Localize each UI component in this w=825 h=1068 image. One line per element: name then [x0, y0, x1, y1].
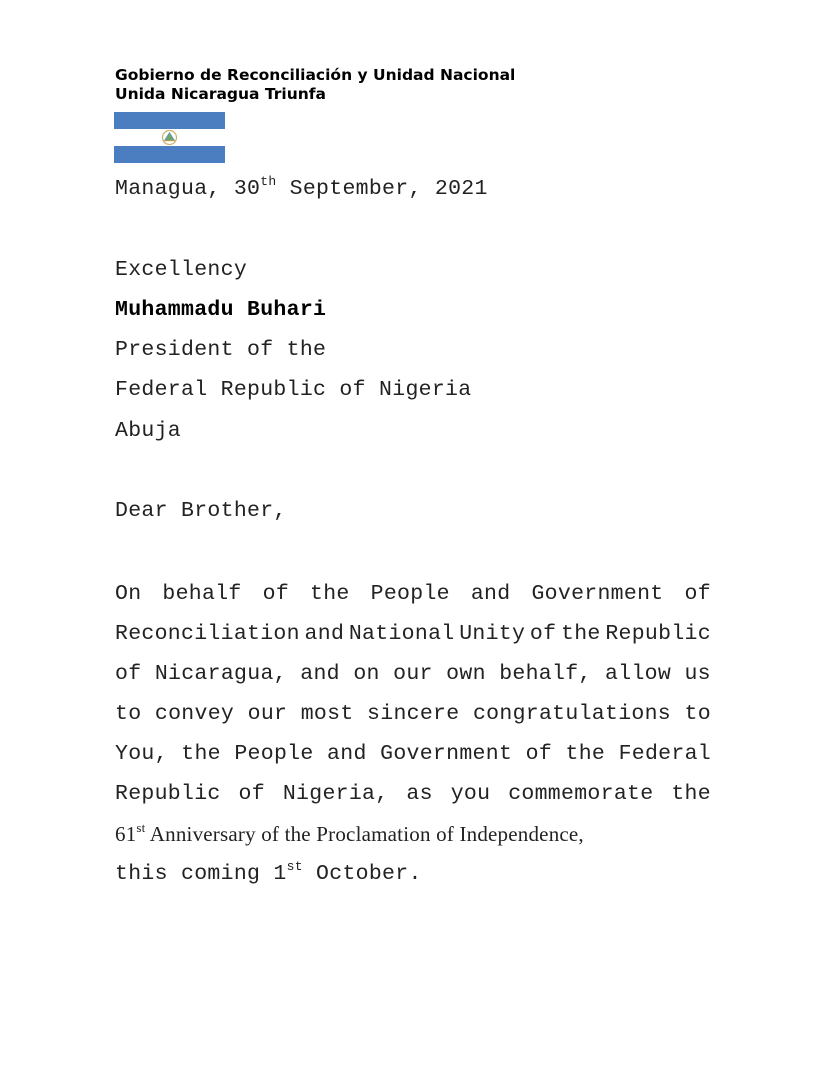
greeting: Dear Brother,: [115, 499, 287, 523]
paragraph-word: us: [684, 662, 711, 686]
paragraph-word: own: [446, 662, 486, 686]
paragraph-word: Nicaragua,: [154, 662, 287, 686]
paragraph-word: and: [470, 582, 511, 606]
recipient-country: Federal Republic of Nigeria: [115, 378, 472, 402]
paragraph-word: our: [393, 662, 433, 686]
paragraph-word: you: [450, 782, 491, 806]
letter-date: Managua, 30th September, 2021: [115, 174, 488, 201]
paragraph-word: of: [262, 582, 290, 606]
paragraph-word: People: [370, 582, 450, 606]
paragraph-word: the: [565, 742, 606, 766]
paragraph-word: Government: [380, 742, 513, 766]
letterhead: [115, 66, 515, 104]
paragraph-word: as: [406, 782, 433, 806]
paragraph-line: [115, 654, 711, 694]
paragraph-word: Nigeria,: [282, 782, 389, 806]
paragraph-word: and: [304, 622, 345, 646]
letter-body-paragraph: [115, 574, 711, 894]
paragraph-word: Unity: [459, 622, 526, 646]
paragraph-word: of: [238, 782, 265, 806]
paragraph-line: [115, 614, 711, 654]
paragraph-word: on: [353, 662, 380, 686]
paragraph-line: [115, 734, 711, 774]
paragraph-word: most: [300, 702, 354, 726]
paragraph-word: to: [115, 702, 142, 726]
paragraph-word: and: [327, 742, 367, 766]
paragraph-word: of: [525, 742, 553, 766]
paragraph-line: [115, 694, 711, 734]
paragraph-word: Republic: [115, 782, 221, 806]
paragraph-word: the: [561, 622, 601, 646]
paragraph-word: to: [684, 702, 711, 726]
paragraph-word: the: [181, 742, 221, 766]
paragraph-line: [115, 774, 711, 814]
recipient-name: Muhammadu Buhari: [115, 298, 327, 322]
paragraph-word: of: [529, 622, 557, 646]
paragraph-word: behalf: [162, 582, 242, 606]
paragraph-line: [115, 574, 711, 614]
paragraph-word: allow: [605, 662, 672, 686]
recipient-city: Abuja: [115, 419, 182, 443]
paragraph-word: of: [684, 582, 711, 606]
paragraph-word: the: [310, 582, 350, 606]
paragraph-word: Republic: [605, 622, 711, 646]
paragraph-line-closing: this coming 1st October.: [115, 859, 422, 886]
paragraph-word: National: [348, 622, 455, 646]
paragraph-word: our: [247, 702, 288, 726]
paragraph-word: People: [234, 742, 314, 766]
paragraph-word: Reconciliation: [115, 622, 300, 646]
paragraph-word: Federal: [618, 742, 711, 766]
paragraph-word: congratulations: [472, 702, 672, 726]
nicaragua-flag-icon: [114, 112, 225, 163]
paragraph-word: behalf,: [499, 662, 592, 686]
paragraph-word: sincere: [367, 702, 460, 726]
paragraph-word: of: [115, 662, 142, 686]
paragraph-word: commemorate: [508, 782, 654, 806]
recipient-title: Excellency: [115, 258, 248, 282]
paragraph-word: and: [300, 662, 340, 686]
paragraph-word: You,: [115, 742, 168, 766]
recipient-position: President of the: [115, 338, 327, 362]
letterhead-motto: Unida Nicaragua Triunfa: [115, 85, 327, 103]
paragraph-word: the: [671, 782, 711, 806]
paragraph-word: Government: [531, 582, 664, 606]
paragraph-word: On: [115, 582, 142, 606]
letterhead-government: Gobierno de Reconciliación y Unidad Nacional: [115, 66, 516, 84]
paragraph-line-anniversary: 61st Anniversary of the Proclamation of Independence,: [115, 820, 584, 846]
paragraph-word: convey: [154, 702, 235, 726]
